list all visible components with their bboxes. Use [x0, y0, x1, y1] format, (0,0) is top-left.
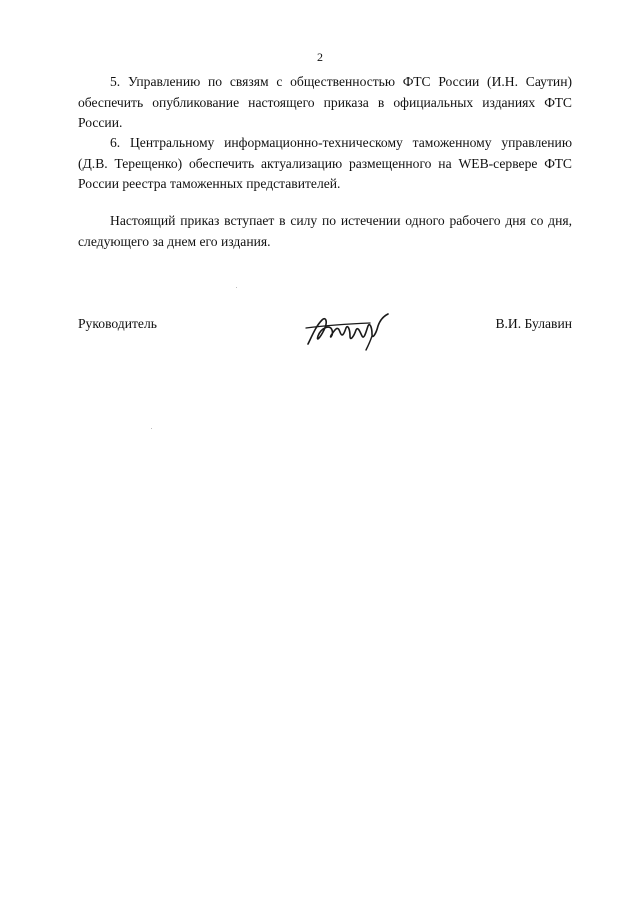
- scan-speck: [236, 287, 237, 288]
- paragraph-text: 6. Центральному информационно-техническому таможенному управлению (Д.В. Терещенко) обеспечить актуализацию размещенного на WEB-сервере ФТС России реестра таможенных представителей.: [78, 135, 572, 191]
- paragraph-text: Настоящий приказ вступает в силу по истечении одного рабочего дня со дня, следующего за днем его издания.: [78, 213, 572, 249]
- page-number: 2: [317, 50, 323, 64]
- paragraph-text: 5. Управлению по связям с общественностью ФТС России (И.Н. Саутин) обеспечить опубликование настоящего приказа в официальных изданиях ФТС России.: [78, 74, 572, 130]
- scan-speck: [151, 428, 152, 429]
- signatory-title: Руководитель: [78, 316, 157, 331]
- paragraph-5: [78, 72, 572, 134]
- paragraph-effective-date: [78, 211, 572, 252]
- handwritten-signature: [302, 306, 394, 352]
- paragraph-6: [78, 133, 572, 195]
- signatory-name: В.И. Булавин: [495, 316, 572, 331]
